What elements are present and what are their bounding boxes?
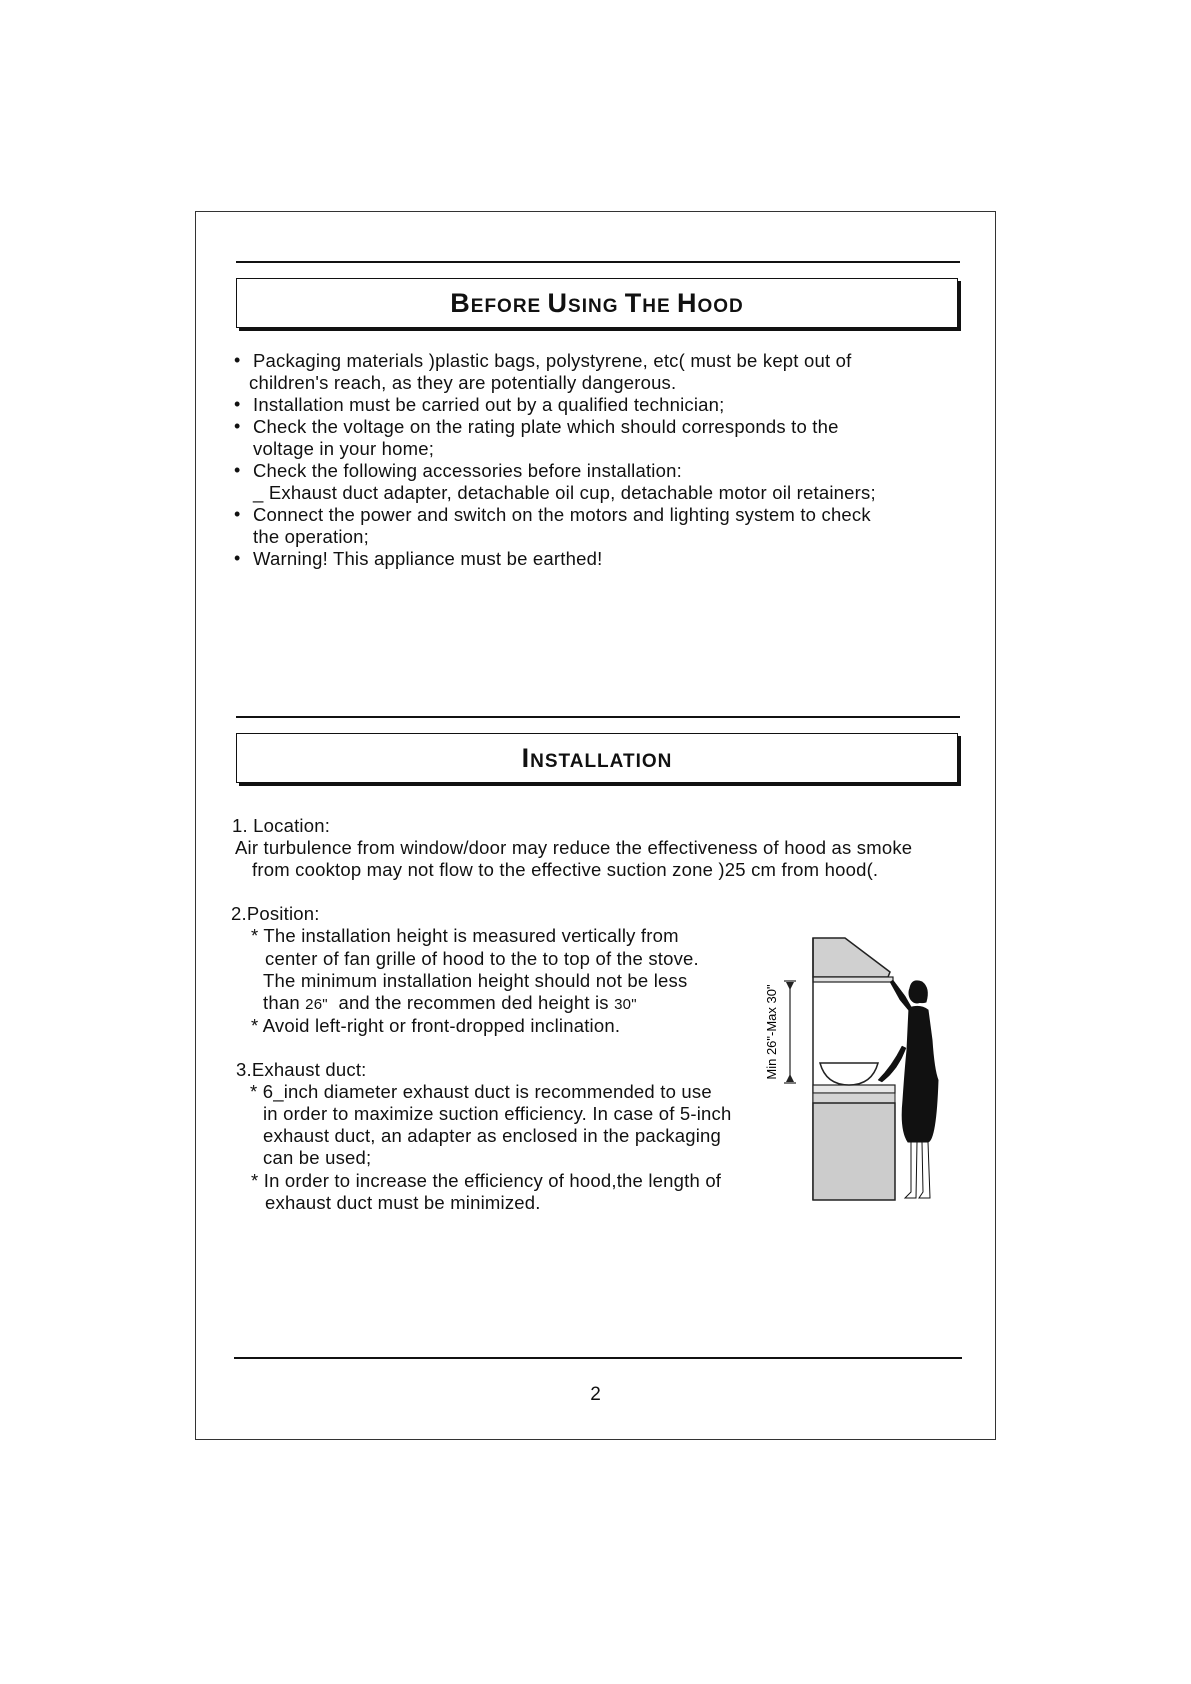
arrow-bottom-icon	[786, 1074, 794, 1082]
title-word-3: THE	[624, 288, 671, 318]
location-text: from cooktop may not flow to the effective suction zone )25 cm from hood(.	[252, 859, 879, 880]
bullet: •	[234, 504, 241, 524]
height-range-label: Min 26"-Max 30"	[764, 984, 779, 1080]
location-text: Air turbulence from window/door may reduce the effectiveness of hood as smoke	[235, 837, 913, 858]
countertop	[813, 1085, 895, 1093]
position-text: The minimum installation height should not be less	[263, 970, 688, 991]
title-word-1: BEFORE	[450, 288, 542, 318]
bullet: •	[234, 350, 241, 370]
list-item: Warning! This appliance must be earthed!	[253, 548, 603, 569]
list-item: voltage in your home;	[253, 438, 435, 459]
list-item: _ Exhaust duct adapter, detachable oil cup, detachable motor oil retainers;	[253, 482, 876, 503]
cabinet-top	[813, 1093, 895, 1103]
arrow-top-icon	[786, 982, 794, 990]
location-heading: 1. Location:	[232, 815, 331, 836]
hood-grille	[813, 977, 893, 982]
cooktop-bowl	[820, 1063, 878, 1085]
top-rule	[236, 261, 960, 263]
bullet: •	[234, 548, 241, 568]
bullet: •	[234, 394, 241, 414]
page-number: 2	[590, 1384, 601, 1405]
position-text: center of fan grille of hood to the to top of the stove.	[265, 948, 699, 969]
list-item: children's reach, as they are potentially dangerous.	[249, 372, 677, 393]
list-item: Connect the power and switch on the motors and lighting system to check	[253, 504, 871, 525]
min-height-value: 26"	[305, 996, 328, 1013]
position-text: * The installation height is measured vertically from	[251, 925, 679, 946]
list-item: Packaging materials )plastic bags, polystyrene, etc( must be kept out of	[253, 350, 852, 371]
section-title-installation: INSTALLATION	[236, 733, 958, 783]
exhaust-text: in order to maximize suction efficiency. In case of 5-inch	[263, 1103, 732, 1124]
bullet: •	[234, 460, 241, 480]
bullet: •	[234, 416, 241, 436]
position-heading: 2.Position:	[231, 903, 320, 924]
exhaust-text: exhaust duct, an adapter as enclosed in the packaging	[263, 1125, 721, 1146]
exhaust-text: exhaust duct must be minimized.	[265, 1192, 541, 1213]
installation-diagram	[760, 930, 940, 1210]
middle-rule	[236, 716, 960, 718]
title-word-2: USING	[547, 288, 619, 318]
bottom-rule	[234, 1357, 962, 1359]
list-item: Installation must be carried out by a qualified technician;	[253, 394, 725, 415]
position-text: than 26" and the recommen ded height is 30"	[263, 992, 637, 1013]
list-item: the operation;	[253, 526, 369, 547]
position-text: * Avoid left-right or front-dropped inclination.	[251, 1015, 621, 1036]
recommended-height-value: 30"	[614, 996, 637, 1013]
list-item: Check the voltage on the rating plate which should corresponds to the	[253, 416, 839, 437]
list-item: Check the following accessories before installation:	[253, 460, 682, 481]
exhaust-text: * 6_inch diameter exhaust duct is recommended to use	[250, 1081, 712, 1102]
exhaust-text: * In order to increase the efficiency of hood,the length of	[251, 1170, 722, 1191]
cabinet	[813, 1103, 895, 1200]
section-title-before-using	[236, 278, 958, 328]
exhaust-heading: 3.Exhaust duct:	[236, 1059, 367, 1080]
title-word-4: HOOD	[676, 288, 744, 318]
exhaust-text: can be used;	[263, 1147, 372, 1168]
range-hood	[813, 938, 890, 977]
